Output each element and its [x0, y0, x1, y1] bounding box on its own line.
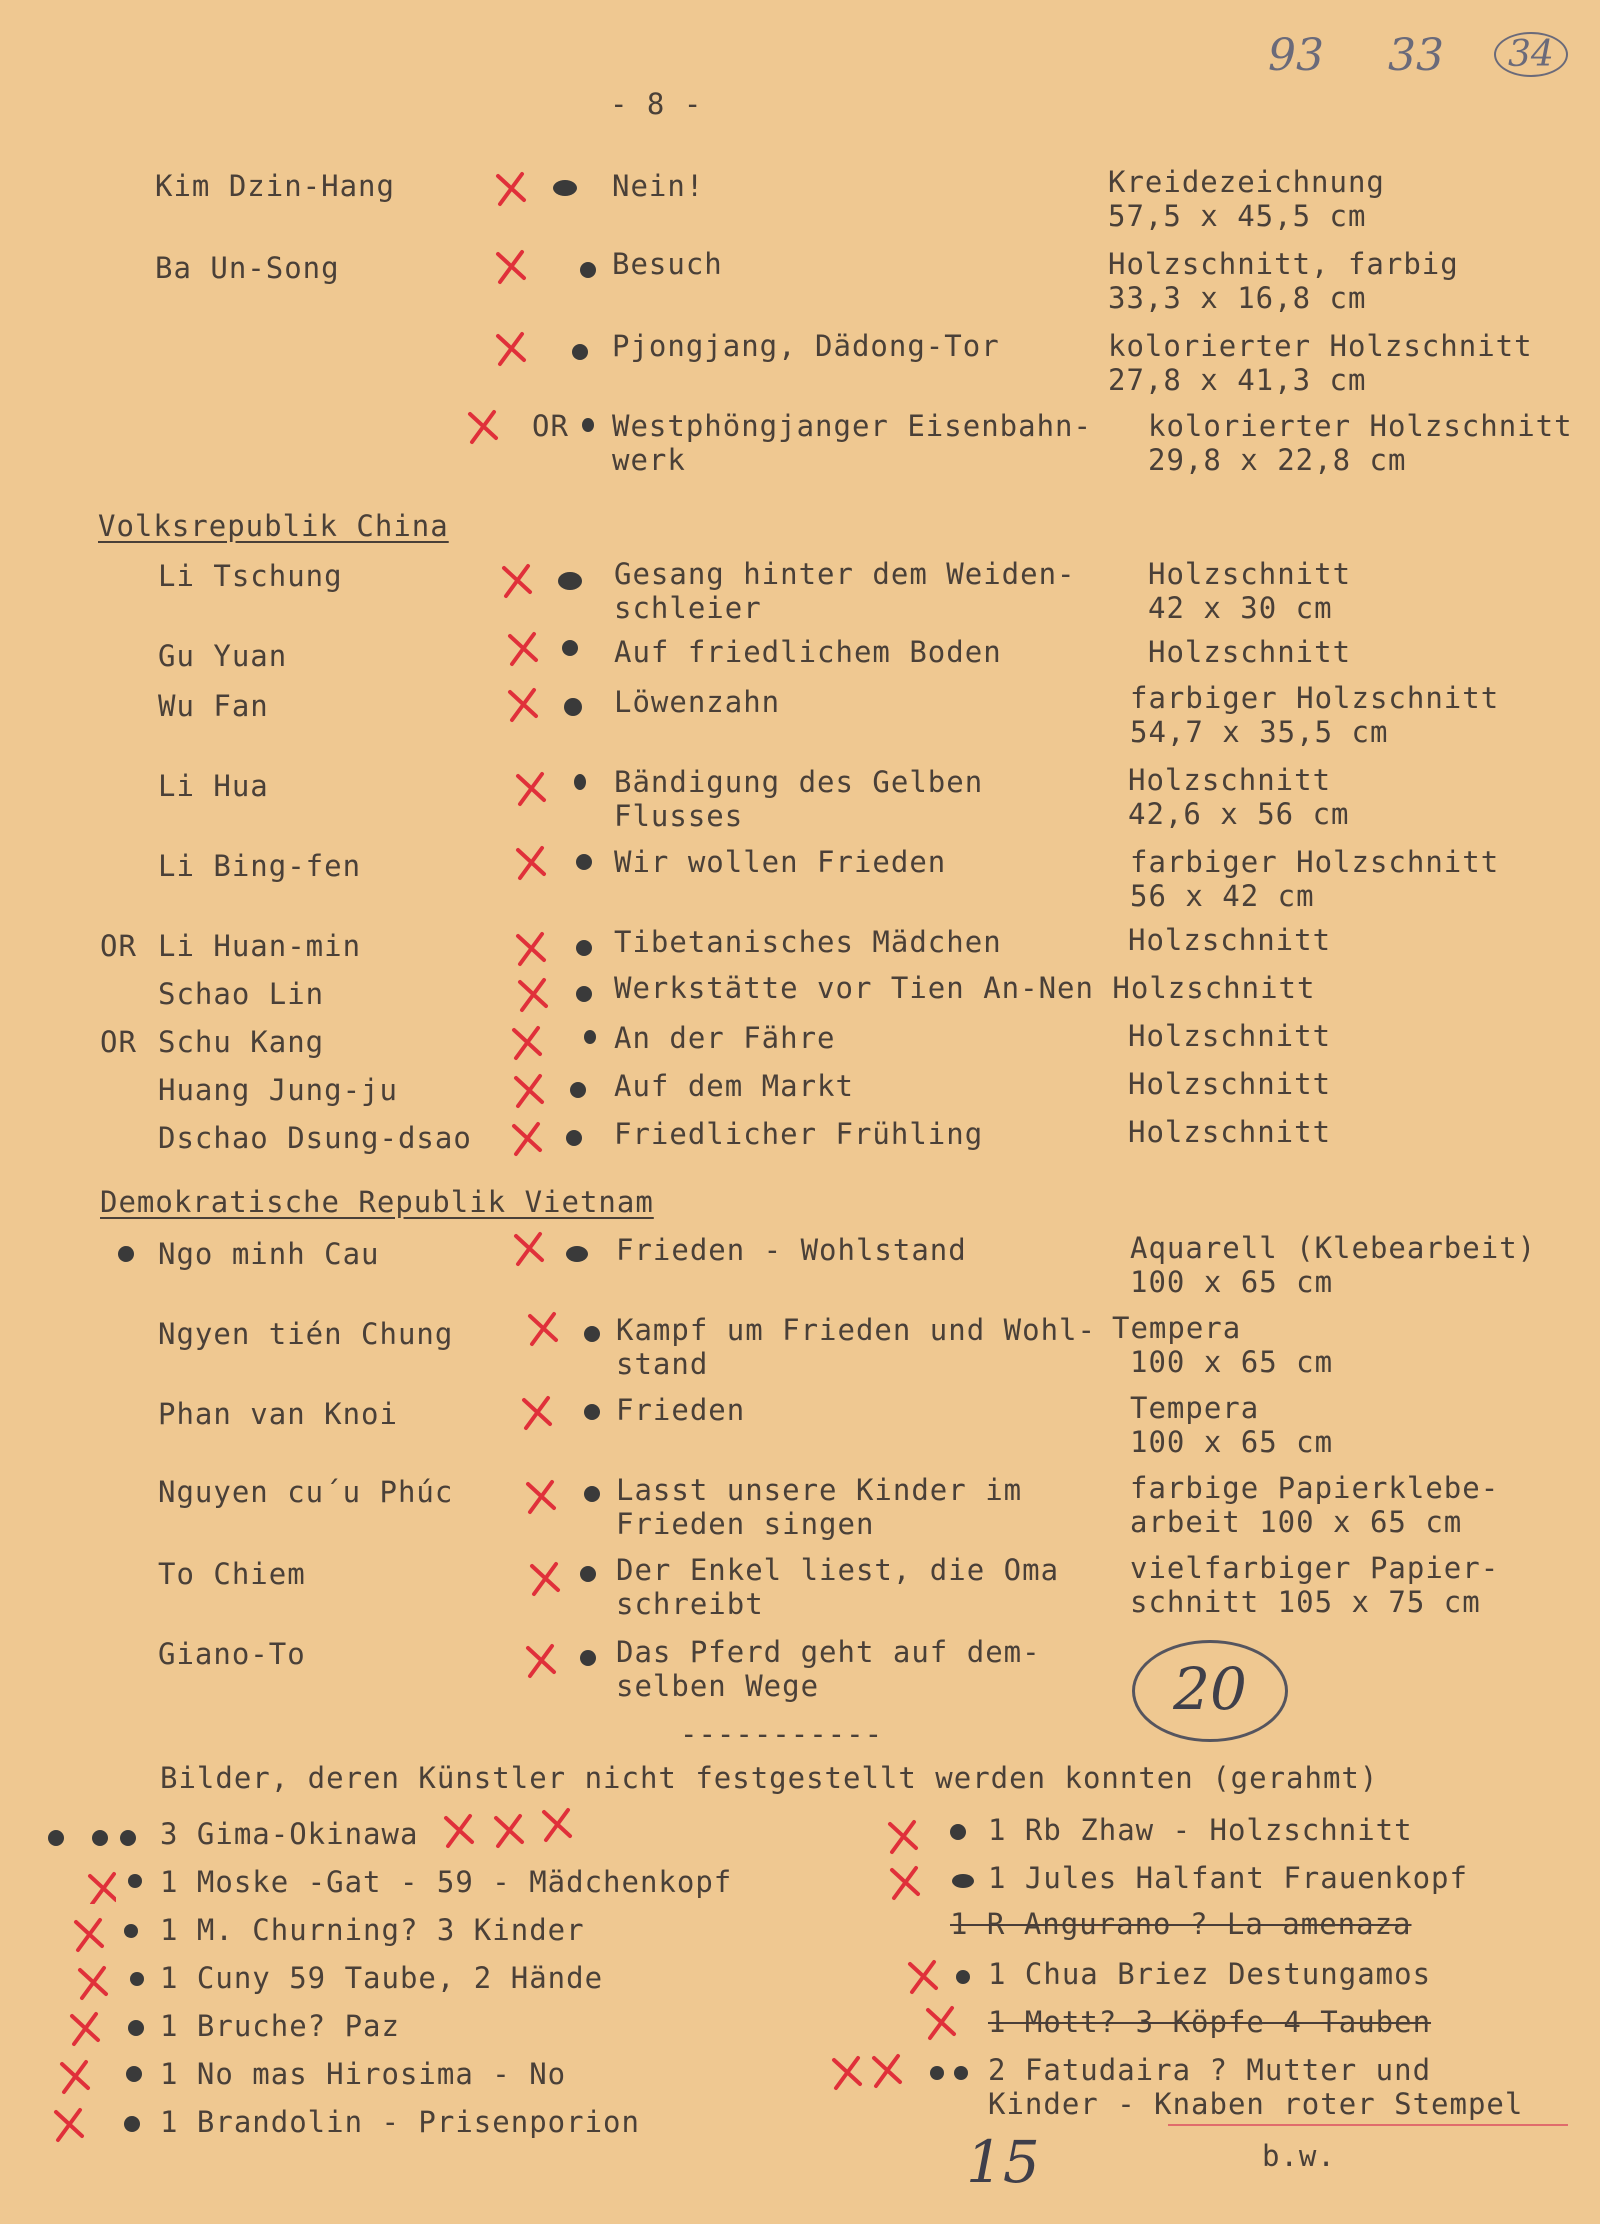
- red-x-mark: [526, 1310, 564, 1350]
- dimensions: 29,8 x 22,8 cm: [1148, 443, 1407, 477]
- technique: Holzschnitt: [1148, 635, 1352, 669]
- check-dot: [584, 1030, 596, 1044]
- red-x-mark: [516, 976, 552, 1014]
- technique: Tempera: [1130, 1391, 1260, 1425]
- technique: farbiger Holzschnitt: [1130, 681, 1500, 715]
- red-x-mark: [514, 770, 550, 808]
- red-x-mark: [76, 1964, 112, 2004]
- technique: Holzschnitt: [1148, 557, 1352, 591]
- artwork-title: Frieden: [616, 1393, 746, 1427]
- artist-name: Ngyen tién Chung: [158, 1317, 454, 1351]
- red-x-mark: [888, 1864, 924, 1904]
- red-x-mark: [906, 1958, 942, 1998]
- artist-name: Schu Kang: [158, 1025, 325, 1059]
- red-x-mark: [494, 330, 530, 368]
- dimensions: 57,5 x 45,5 cm: [1108, 199, 1367, 233]
- red-x-mark: [520, 1394, 560, 1438]
- artwork-title-cont: Frieden singen: [616, 1507, 875, 1541]
- artwork-title: Werkstätte vor Tien An-Nen Holzschnitt: [614, 971, 1316, 1005]
- artist-name: Nguyen cu´u Phúc: [158, 1475, 454, 1509]
- red-x-mark: [72, 1916, 108, 1956]
- artist-name: Huang Jung-ju: [158, 1073, 398, 1107]
- dimensions: 100 x 65 cm: [1130, 1345, 1334, 1379]
- check-dot: [564, 698, 582, 716]
- unknown-item: 1 Cuny 59 Taube, 2 Hände: [160, 1961, 604, 1995]
- page-number: - 8 -: [610, 87, 703, 121]
- check-dot: [566, 1246, 588, 1262]
- unknown-item: 1 M. Churning? 3 Kinder: [160, 1913, 585, 1947]
- check-dot: [582, 418, 594, 432]
- artist-name: Dschao Dsung-dsao: [158, 1121, 472, 1155]
- check-dot: [576, 940, 592, 956]
- artwork-title: Nein!: [612, 169, 705, 203]
- red-x-mark: [466, 408, 502, 448]
- unknown-artists-heading: Bilder, deren Künstler nicht festgestellt werden konnten (gerahmt): [160, 1761, 1379, 1795]
- dimensions: 42 x 30 cm: [1148, 591, 1333, 625]
- dimensions: 27,8 x 41,3 cm: [1108, 363, 1367, 397]
- dimensions: 33,3 x 16,8 cm: [1108, 281, 1367, 315]
- artwork-title: Auf dem Markt: [614, 1069, 854, 1103]
- dimensions: 42,6 x 56 cm: [1128, 797, 1350, 831]
- artwork-title: Bändigung des Gelben: [614, 765, 984, 799]
- red-x-mark: [510, 1120, 546, 1158]
- unknown-item: 1 Moske -Gat - 59 - Mädchenkopf: [160, 1865, 733, 1899]
- artwork-title: Der Enkel liest, die Oma: [616, 1553, 1060, 1587]
- artist-name: To Chiem: [158, 1557, 306, 1591]
- artwork-title: Kampf um Frieden und Wohl-: [616, 1313, 1096, 1347]
- check-dot: [120, 1830, 136, 1846]
- red-x-mark: [512, 1230, 550, 1270]
- technique: Holzschnitt, farbig: [1108, 247, 1459, 281]
- technique: Holzschnitt: [1128, 1115, 1332, 1149]
- artwork-title: Gesang hinter dem Weiden-: [614, 557, 1076, 591]
- artwork-title: Wir wollen Frieden: [614, 845, 947, 879]
- artwork-title: An der Fähre: [614, 1021, 836, 1055]
- technique: Holzschnitt: [1128, 1019, 1332, 1053]
- check-dot: [553, 180, 577, 196]
- unknown-item: 1 Brandolin - Prisenporion: [160, 2105, 640, 2139]
- artwork-title: Friedlicher Frühling: [614, 1117, 984, 1151]
- dimensions: schnitt 105 x 75 cm: [1130, 1585, 1481, 1619]
- unknown-item: 1 Chua Briez Destungamos: [988, 1957, 1432, 1991]
- red-x-mark: [506, 630, 542, 668]
- red-x-mark: [524, 1642, 560, 1682]
- artwork-title: Tibetanisches Mädchen: [614, 925, 1002, 959]
- artist-name: Li Bing-fen: [158, 849, 362, 883]
- check-dot: [956, 1970, 970, 1984]
- artwork-title-cont: schleier: [614, 591, 762, 625]
- red-x-mark: [512, 1072, 548, 1110]
- artist-name: Li Huan-min: [158, 929, 362, 963]
- unknown-item: 2 Fatudaira ? Mutter und: [988, 2053, 1432, 2087]
- artist-name: Ngo minh Cau: [158, 1237, 380, 1271]
- red-x-mark: [500, 562, 536, 600]
- red-x-mark: [830, 2054, 870, 2094]
- section-heading-china: Volksrepublik China: [98, 509, 449, 543]
- red-x-mark: [514, 930, 550, 968]
- check-dot: [580, 262, 596, 278]
- artwork-title: Besuch: [612, 247, 723, 281]
- artist-name: Giano-To: [158, 1637, 306, 1671]
- check-dot: [128, 1874, 142, 1888]
- artist-name: Kim Dzin-Hang: [155, 169, 395, 203]
- artwork-title: Lasst unsere Kinder im: [616, 1473, 1023, 1507]
- unknown-item: 1 Rb Zhaw - Holzschnitt: [988, 1813, 1413, 1847]
- artist-name: Li Tschung: [158, 559, 343, 593]
- artwork-title: Löwenzahn: [614, 685, 781, 719]
- unknown-item: 3 Gima-Okinawa: [160, 1817, 419, 1851]
- check-dot: [48, 1830, 64, 1846]
- red-x-mark: [524, 1478, 562, 1518]
- red-x-mark: [58, 2058, 98, 2102]
- red-x-mark: [52, 2106, 92, 2150]
- struck-item: 1 R Angurano ? La amenaza: [950, 1907, 1412, 1941]
- unknown-item: 1 Jules Halfant Frauenkopf: [988, 1861, 1468, 1895]
- check-dot: [558, 572, 582, 590]
- dimensions: 56 x 42 cm: [1130, 879, 1315, 913]
- red-x-mark: [494, 170, 530, 208]
- artwork-title: Westphöngjanger Eisenbahn-: [612, 409, 1092, 443]
- check-dot: [584, 1486, 600, 1502]
- unknown-item: 1 No mas Hirosima - No: [160, 2057, 567, 2091]
- unknown-item: 1 Bruche? Paz: [160, 2009, 400, 2043]
- technique: vielfarbiger Papier-: [1130, 1551, 1500, 1585]
- technique: Kreidezeichnung: [1108, 165, 1385, 199]
- technique: Holzschnitt: [1128, 763, 1332, 797]
- check-dot: [930, 2066, 944, 2080]
- check-dot: [954, 2066, 968, 2080]
- check-dot: [572, 344, 588, 360]
- check-dot: [574, 774, 586, 790]
- check-dot: [124, 1924, 138, 1938]
- check-dot: [584, 1326, 600, 1342]
- or-prefix: OR: [100, 929, 137, 963]
- check-dot: [118, 1246, 134, 1262]
- bitte-wenden: b.w.: [1262, 2139, 1336, 2173]
- red-x-mark: [494, 248, 530, 286]
- divider-line: -----------: [680, 1717, 884, 1751]
- red-x-mark: [442, 1812, 482, 1852]
- red-x-mark: [86, 1870, 116, 1904]
- red-x-mark: [506, 686, 542, 724]
- artwork-title: Frieden - Wohlstand: [616, 1233, 967, 1267]
- artist-name: Phan van Knoi: [158, 1397, 398, 1431]
- red-x-mark: [870, 2052, 910, 2092]
- technique: farbiger Holzschnitt: [1130, 845, 1500, 879]
- check-dot: [92, 1830, 108, 1846]
- red-underline: [1168, 2124, 1568, 2126]
- or-prefix: OR: [100, 1025, 137, 1059]
- technique: Holzschnitt: [1128, 1067, 1332, 1101]
- artwork-title-cont: Flusses: [614, 799, 744, 833]
- or-prefix: OR: [532, 409, 569, 443]
- red-x-mark: [510, 1024, 546, 1062]
- handwritten-ref-2: 33: [1388, 30, 1444, 81]
- red-x-mark: [514, 844, 550, 882]
- check-dot: [952, 1874, 974, 1888]
- check-dot: [124, 2116, 140, 2132]
- technique: kolorierter Holzschnitt: [1108, 329, 1533, 363]
- technique: kolorierter Holzschnitt: [1148, 409, 1573, 443]
- check-dot: [570, 1082, 586, 1098]
- dimensions: 100 x 65 cm: [1130, 1265, 1334, 1299]
- check-dot: [950, 1824, 966, 1840]
- check-dot: [128, 2020, 144, 2036]
- check-dot: [562, 640, 578, 656]
- handwritten-ref-1: 93: [1268, 30, 1324, 81]
- artist-name: Wu Fan: [158, 689, 269, 723]
- technique: farbige Papierklebe-: [1130, 1471, 1500, 1505]
- artwork-title: Auf friedlichem Boden: [614, 635, 1002, 669]
- red-x-mark: [68, 2010, 108, 2054]
- handwritten-count: 15: [966, 2128, 1040, 2196]
- technique: Tempera: [1112, 1311, 1242, 1345]
- handwritten-ref-circled: 34: [1494, 32, 1568, 77]
- artwork-title-cont: stand: [616, 1347, 709, 1381]
- red-x-mark: [924, 2004, 958, 2042]
- unknown-item-cont: Kinder - Knaben roter Stempel: [988, 2087, 1524, 2121]
- artwork-title-cont: selben Wege: [616, 1669, 820, 1703]
- artist-name: Schao Lin: [158, 977, 325, 1011]
- struck-item: 1 Mott? 3 Köpfe 4 Tauben: [988, 2005, 1432, 2039]
- section-heading-vietnam: Demokratische Republik Vietnam: [100, 1185, 654, 1219]
- check-dot: [580, 1650, 596, 1666]
- check-dot: [580, 1566, 596, 1582]
- artwork-title-cont: werk: [612, 443, 686, 477]
- artist-name: Li Hua: [158, 769, 269, 803]
- dimensions: 54,7 x 35,5 cm: [1130, 715, 1389, 749]
- circled-number: 20: [1132, 1640, 1288, 1742]
- check-dot: [576, 854, 592, 870]
- artist-name: Gu Yuan: [158, 639, 288, 673]
- artwork-title: Das Pferd geht auf dem-: [616, 1635, 1041, 1669]
- check-dot: [576, 986, 592, 1002]
- artwork-title-cont: schreibt: [616, 1587, 764, 1621]
- technique: Holzschnitt: [1128, 923, 1332, 957]
- check-dot: [130, 1972, 144, 1986]
- red-x-mark: [492, 1812, 532, 1852]
- red-x-mark: [540, 1806, 580, 1846]
- check-dot: [566, 1130, 582, 1146]
- dimensions: 100 x 65 cm: [1130, 1425, 1334, 1459]
- red-x-mark: [886, 1818, 922, 1858]
- technique: Aquarell (Klebearbeit): [1130, 1231, 1537, 1265]
- check-dot: [584, 1404, 600, 1420]
- red-x-mark: [528, 1560, 564, 1600]
- check-dot: [126, 2066, 142, 2082]
- artwork-title: Pjongjang, Dädong-Tor: [612, 329, 1000, 363]
- dimensions: arbeit 100 x 65 cm: [1130, 1505, 1463, 1539]
- artist-name: Ba Un-Song: [155, 251, 340, 285]
